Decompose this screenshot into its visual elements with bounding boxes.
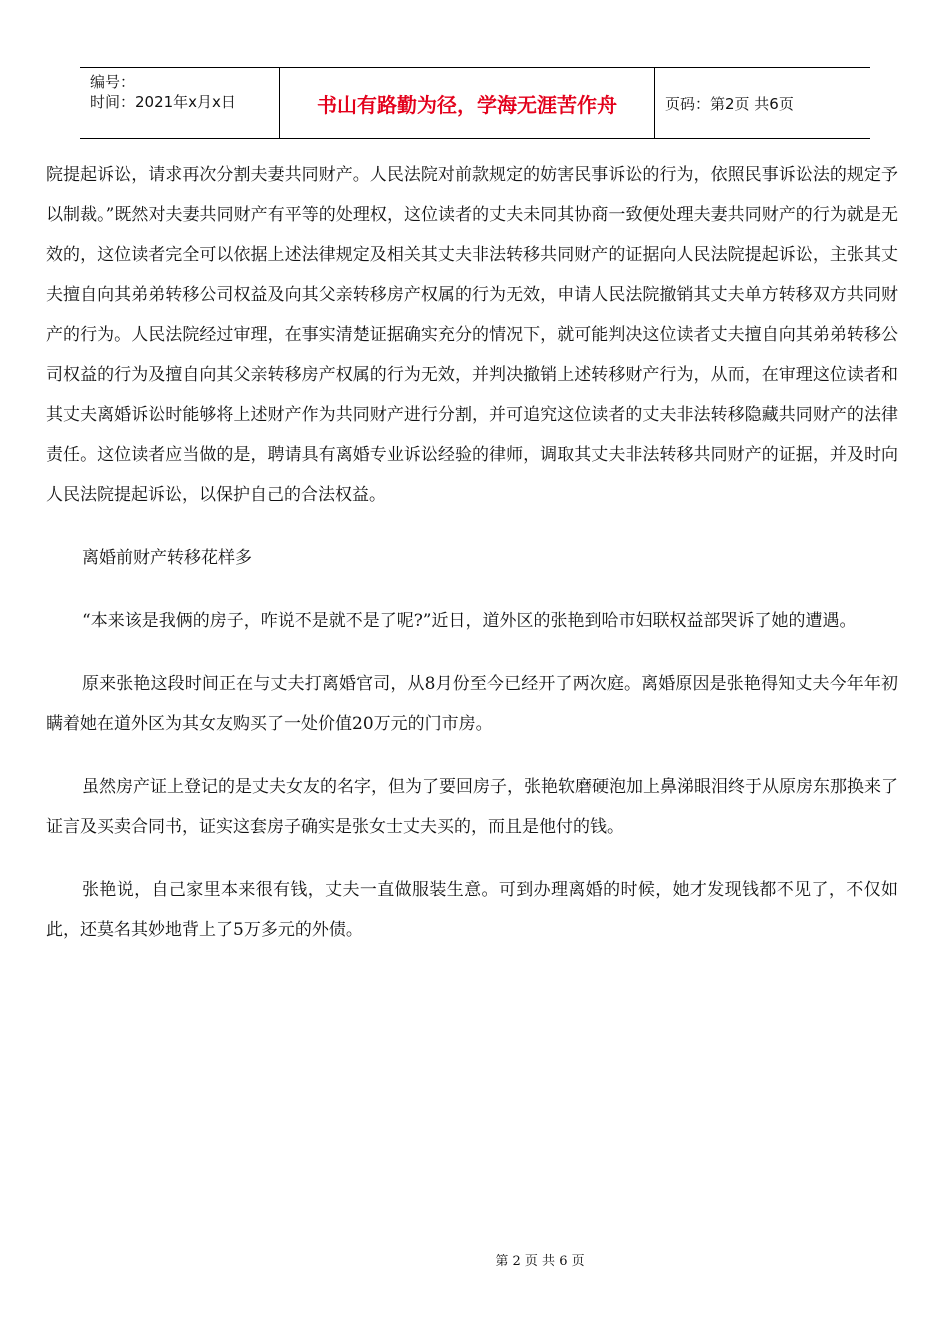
section-heading: 离婚前财产转移花样多 [82,548,252,568]
body-paragraph: 院提起诉讼，请求再次分割夫妻共同财产。人民法院对前款规定的妨害民事诉讼的行为，依照民事诉讼法的规定予以制裁。”既然对夫妻共同财产有平等的处理权，这位读者的丈夫未同其协商一致便处理夫妻共同财产的行为就是无效的，这位读者完全可以依据上述法律规定及相关其丈夫非法转移共同财产的证据向人民法院提起诉讼，主张其丈夫擅自向其弟弟转移公司权益及向其父亲转移房产权属的行为无效，申请人民法院撤销其丈夫单方转移双方共同财产的行为。人民法院经过审理，在事实清楚证据确实充分的情况下，就可能判决这位读者丈夫擅自向其弟弟转移公司权益的行为及擅自向其父亲转移房产权属的行为无效，并判决撤销上述转移财产行为，从而，在审理这位读者和其丈夫离婚诉讼时能够将上述财产作为共同财产进行分割，并可追究这位读者的丈夫非法转移隐藏共同财产的法律责任。这位读者应当做的是，聘请具有离婚专业诉讼经验的律师，调取其丈夫非法转移共同财产的证据，并及时向人民法院提起诉讼，以保护自己的合法权益。 [46,165,898,505]
document-number-label: 编号： [90,73,136,91]
page-footer: 第 2 页 共 6 页 [495,1254,585,1269]
body-paragraph: 虽然房产证上登记的是丈夫女友的名字，但为了要回房子，张艳软磨硬泡加上鼻涕眼泪终于从原房东那换来了证言及买卖合同书，证实这套房子确实是张女士丈夫买的，而且是他付的钱。 [46,777,898,837]
body-paragraph: “本来该是我俩的房子，咋说不是就不是了呢?”近日，道外区的张艳到哈市妇联权益部哭诉了她的遭遇。 [82,611,857,631]
header-motto: 书山有路勤为径，学海无涯苦作舟 [280,68,655,138]
header-meta-cell [80,68,280,138]
document-header [80,67,870,139]
body-paragraph: 原来张艳这段时间正在与丈夫打离婚官司，从8月份至今已经开了两次庭。离婚原因是张艳得知丈夫今年年初瞒着她在道外区为其女友购买了一处价值20万元的门市房。 [46,674,898,734]
document-body [46,155,898,973]
document-date-label: 时间：2021年x月x日 [90,93,236,111]
body-paragraph: 张艳说，自己家里本来很有钱，丈夫一直做服装生意。可到办理离婚的时候，她才发现钱都不见了，不仅如此，还莫名其妙地背上了5万多元的外债。 [46,880,898,940]
header-page-label: 页码：第2页 共6页 [665,94,794,113]
